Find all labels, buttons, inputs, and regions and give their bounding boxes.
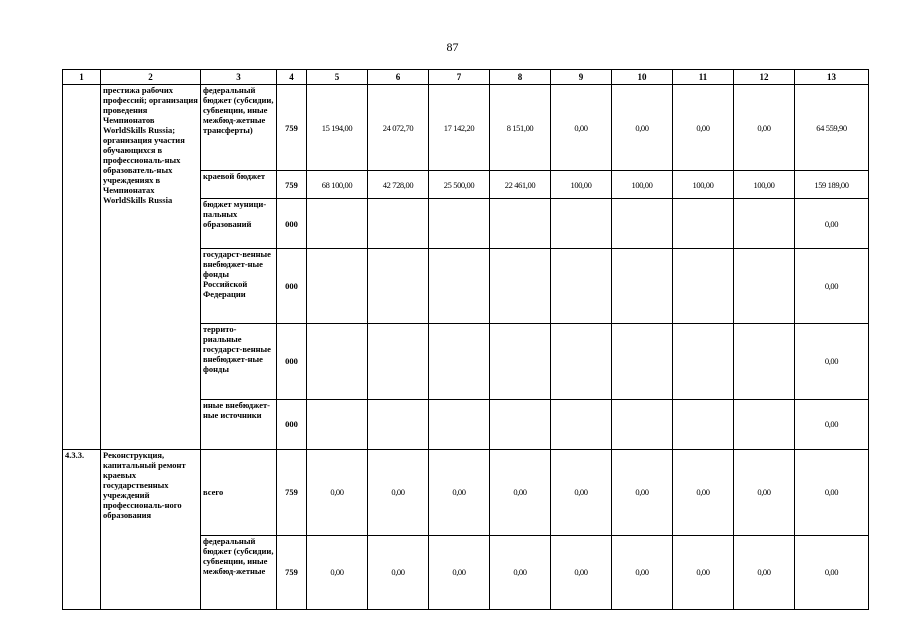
value-cell: 0,00 bbox=[429, 449, 490, 535]
total-cell: 0,00 bbox=[795, 399, 869, 449]
value-cell: 0,00 bbox=[307, 449, 368, 535]
value-cell: 0,00 bbox=[551, 85, 612, 171]
budget-code: 759 bbox=[277, 535, 307, 609]
value-cell: 17 142,20 bbox=[429, 85, 490, 171]
value-cell: 0,00 bbox=[734, 85, 795, 171]
value-cell: 0,00 bbox=[368, 449, 429, 535]
total-cell: 0,00 bbox=[795, 199, 869, 249]
table-row bbox=[63, 449, 869, 535]
value-cell: 0,00 bbox=[490, 535, 551, 609]
value-cell: 25 500,00 bbox=[429, 171, 490, 199]
header-cell: 4 bbox=[277, 70, 307, 85]
header-cell: 9 bbox=[551, 70, 612, 85]
value-cell: 0,00 bbox=[673, 449, 734, 535]
funding-source: государст-венные внебюджет-ные фонды Российской Федерации bbox=[201, 249, 277, 324]
budget-code: 000 bbox=[277, 249, 307, 324]
value-cell: 100,00 bbox=[673, 171, 734, 199]
header-cell: 12 bbox=[734, 70, 795, 85]
value-cell: 22 461,00 bbox=[490, 171, 551, 199]
funding-source: террито-риальные государст-венные внебюджет-ные фонды bbox=[201, 324, 277, 399]
value-cell: 0,00 bbox=[612, 85, 673, 171]
budget-table bbox=[62, 69, 869, 610]
header-cell: 7 bbox=[429, 70, 490, 85]
value-cell: 0,00 bbox=[368, 535, 429, 609]
header-cell: 1 bbox=[63, 70, 101, 85]
page-number: 87 bbox=[446, 40, 459, 54]
value-cell: 0,00 bbox=[551, 535, 612, 609]
total-cell: 0,00 bbox=[795, 324, 869, 399]
table-row bbox=[63, 85, 869, 171]
value-cell: 0,00 bbox=[551, 449, 612, 535]
budget-code: 000 bbox=[277, 324, 307, 399]
header-row bbox=[63, 70, 869, 85]
budget-code: 759 bbox=[277, 85, 307, 171]
value-cell: 0,00 bbox=[612, 449, 673, 535]
budget-code: 000 bbox=[277, 399, 307, 449]
value-cell: 0,00 bbox=[734, 449, 795, 535]
budget-code: 000 bbox=[277, 199, 307, 249]
header-cell: 5 bbox=[307, 70, 368, 85]
header-cell: 3 bbox=[201, 70, 277, 85]
total-cell: 159 189,00 bbox=[795, 171, 869, 199]
funding-source: федеральный бюджет (субсидии, субвенции, иные межбюд-жетные bbox=[201, 535, 277, 609]
total-cell: 64 559,90 bbox=[795, 85, 869, 171]
funding-source: иные внебюджет-ные источники bbox=[201, 399, 277, 449]
header-cell: 6 bbox=[368, 70, 429, 85]
header-cell: 11 bbox=[673, 70, 734, 85]
value-cell: 15 194,00 bbox=[307, 85, 368, 171]
budget-code: 759 bbox=[277, 449, 307, 535]
header-cell: 8 bbox=[490, 70, 551, 85]
value-cell: 0,00 bbox=[307, 535, 368, 609]
value-cell: 0,00 bbox=[490, 449, 551, 535]
value-cell: 0,00 bbox=[673, 85, 734, 171]
funding-source: бюджет муници-пальных образований bbox=[201, 199, 277, 249]
value-cell: 100,00 bbox=[551, 171, 612, 199]
header-cell: 10 bbox=[612, 70, 673, 85]
total-cell: 0,00 bbox=[795, 535, 869, 609]
value-cell: 100,00 bbox=[734, 171, 795, 199]
value-cell: 0,00 bbox=[612, 535, 673, 609]
value-cell: 0,00 bbox=[673, 535, 734, 609]
index-cell bbox=[63, 85, 101, 450]
header-cell: 13 bbox=[795, 70, 869, 85]
value-cell: 100,00 bbox=[612, 171, 673, 199]
funding-source: федеральный бюджет (субсидии, субвенции, иные межбюд-жетные трансферты) bbox=[201, 85, 277, 171]
value-cell: 0,00 bbox=[429, 535, 490, 609]
header-cell: 2 bbox=[101, 70, 201, 85]
total-cell: 0,00 bbox=[795, 249, 869, 324]
funding-source: краевой бюджет bbox=[201, 171, 277, 199]
item-index: 4.3.3. bbox=[63, 449, 101, 609]
value-cell: 42 728,00 bbox=[368, 171, 429, 199]
budget-code: 759 bbox=[277, 171, 307, 199]
value-cell: 68 100,00 bbox=[307, 171, 368, 199]
measure-description: престижа рабочих профессий; организация проведения Чемпионатов WorldSkills Russia; организация участия обучающихся в профессиональ-ных образователь-ных учреждениях в Чемпионатах WorldSkills Russia bbox=[101, 85, 201, 450]
measure-description: Реконструкция, капитальный ремонт краевых государственных учреждений профессиональ-ного образования bbox=[101, 449, 201, 609]
value-cell: 24 072,70 bbox=[368, 85, 429, 171]
value-cell: 8 151,00 bbox=[490, 85, 551, 171]
value-cell: 0,00 bbox=[734, 535, 795, 609]
total-cell: 0,00 bbox=[795, 449, 869, 535]
funding-source: всего bbox=[201, 449, 277, 535]
